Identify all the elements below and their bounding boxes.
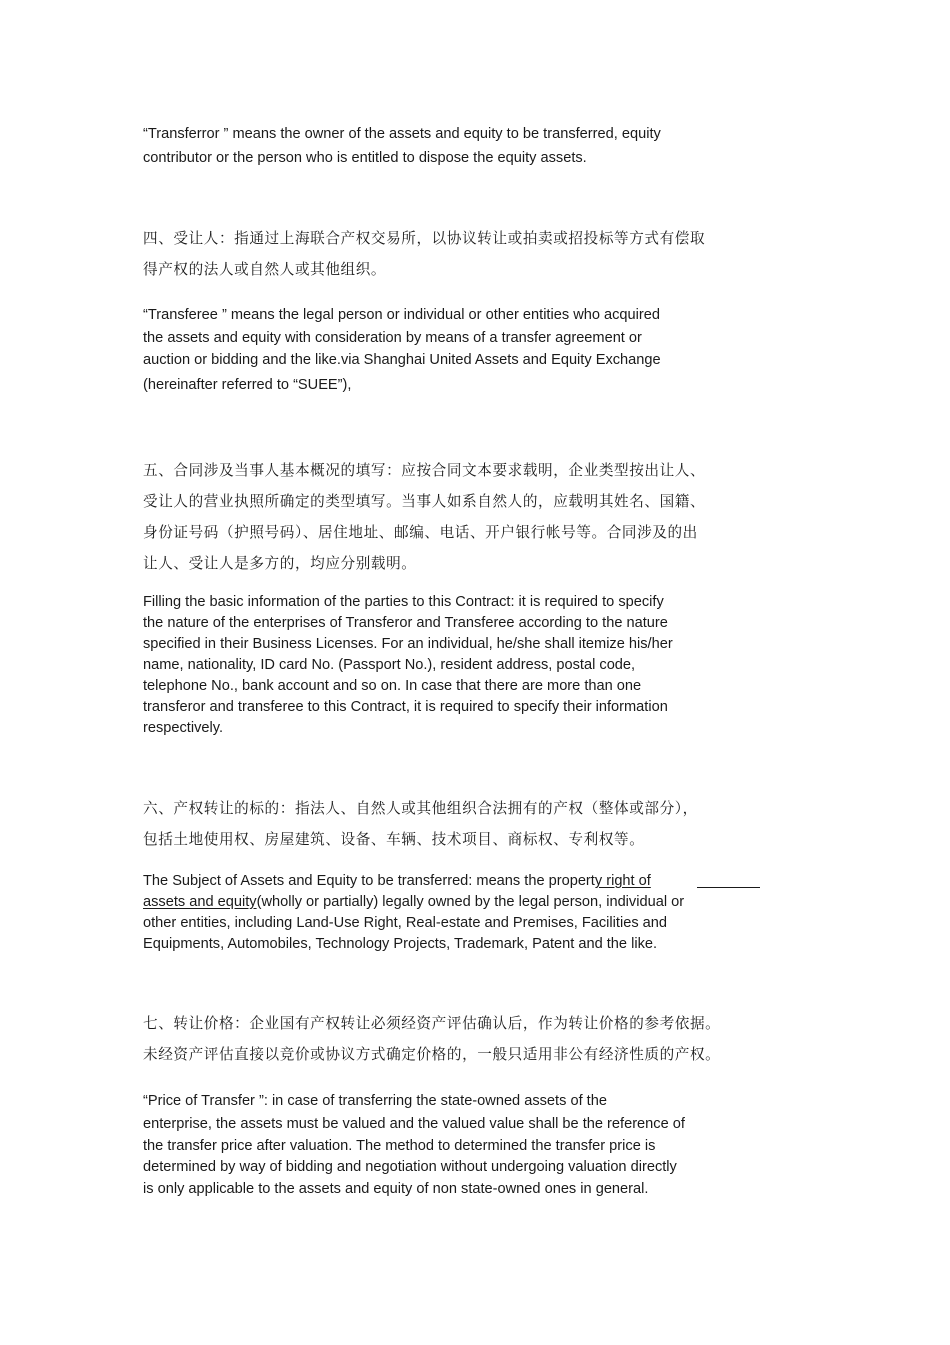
text-line: 受让人的营业执照所确定的类型填写。当事人如系自然人的，应载明其姓名、国籍、 — [143, 493, 706, 510]
text-line: contributor or the person who is entitled to dispose the equity assets. — [143, 150, 587, 166]
text-line: 包括土地使用权、房屋建筑、设备、车辆、技术项目、商标权、专利权等。 — [143, 831, 645, 848]
text-line: 五、合同涉及当事人基本概况的填写：应按合同文本要求载明，企业类型按出让人、 — [143, 462, 706, 479]
section-5-english — [143, 592, 763, 739]
underlined-text: y right of — [594, 873, 651, 889]
section-7-english — [143, 1089, 763, 1200]
text-line: specified in their Business Licenses. For an individual, he/she shall itemize his/her — [143, 636, 673, 652]
section-5-chinese — [143, 455, 763, 579]
underline-rule — [697, 887, 760, 888]
section-7-chinese — [143, 1008, 783, 1070]
text-line: “Transferee ” means the legal person or individual or other entities who acquired — [143, 307, 661, 323]
text-line: respectively. — [143, 720, 224, 736]
text-line: 得产权的法人或自然人或其他组织。 — [143, 261, 387, 278]
text-line: the nature of the enterprises of Transferor and Transferee according to the nature — [143, 615, 668, 631]
text-line: Filling the basic information of the parties to this Contract: it is required to specify — [143, 594, 664, 610]
text-line: is only applicable to the assets and equity of non state-owned ones in general. — [143, 1181, 649, 1197]
text-line — [143, 892, 763, 913]
text-line: other entities, including Land-Use Right, Real-estate and Premises, Facilities and — [143, 915, 668, 931]
text-line: transferor and transferee to this Contract, it is required to specify their information — [143, 699, 668, 715]
text-line: “Price of Transfer ”: in case of transferring the state-owned assets of the — [143, 1093, 607, 1109]
text-line: 身份证号码（护照号码）、居住地址、邮编、电话、开户银行帐号等。合同涉及的出 — [143, 524, 698, 541]
text-line: name, nationality, ID card No. (Passport No.), resident address, postal code, — [143, 657, 636, 673]
section-6-english — [143, 871, 763, 955]
text-line: the transfer price after valuation. The method to determined the transfer price is — [143, 1138, 656, 1154]
text-line: 四、受让人：指通过上海联合产权交易所，以协议转让或拍卖或招投标等方式有偿取 — [143, 230, 706, 247]
text-line: Equipments, Automobiles, Technology Projects, Trademark, Patent and the like. — [143, 936, 658, 952]
transferror-definition — [143, 122, 763, 170]
text-line: “Transferror ” means the owner of the assets and equity to be transferred, equity — [143, 126, 661, 142]
text-line: enterprise, the assets must be valued and the valued value shall be the reference of — [143, 1116, 685, 1132]
text-line: 让人、受让人是多方的，均应分别载明。 — [143, 555, 417, 572]
text-line: telephone No., bank account and so on. In case that there are more than one — [143, 678, 642, 694]
text-run: (wholly or partially) legally owned by the legal person, individual or — [256, 894, 685, 910]
text-line: (hereinafter referred to “SUEE”), — [143, 377, 352, 393]
text-line: determined by way of bidding and negotiation without undergoing valuation directly — [143, 1159, 677, 1175]
section-6-chinese — [143, 793, 763, 855]
text-line: the assets and equity with consideration by means of a transfer agreement or — [143, 330, 642, 346]
section-4-english — [143, 303, 763, 399]
text-line: 未经资产评估直接以竞价或协议方式确定价格的，一般只适用非公有经济性质的产权。 — [143, 1046, 721, 1063]
underlined-text: assets and equity — [143, 894, 257, 910]
text-line: auction or bidding and the like.via Shanghai United Assets and Equity Exchange — [143, 352, 661, 368]
text-line — [143, 871, 763, 892]
text-line: 七、转让价格：企业国有产权转让必须经资产评估确认后，作为转让价格的参考依据。 — [143, 1015, 721, 1032]
text-run: The Subject of Assets and Equity to be transferred: means the propert — [143, 873, 595, 889]
text-line: 六、产权转让的标的：指法人、自然人或其他组织合法拥有的产权（整体或部分）， — [143, 800, 698, 817]
section-4-chinese — [143, 223, 763, 285]
